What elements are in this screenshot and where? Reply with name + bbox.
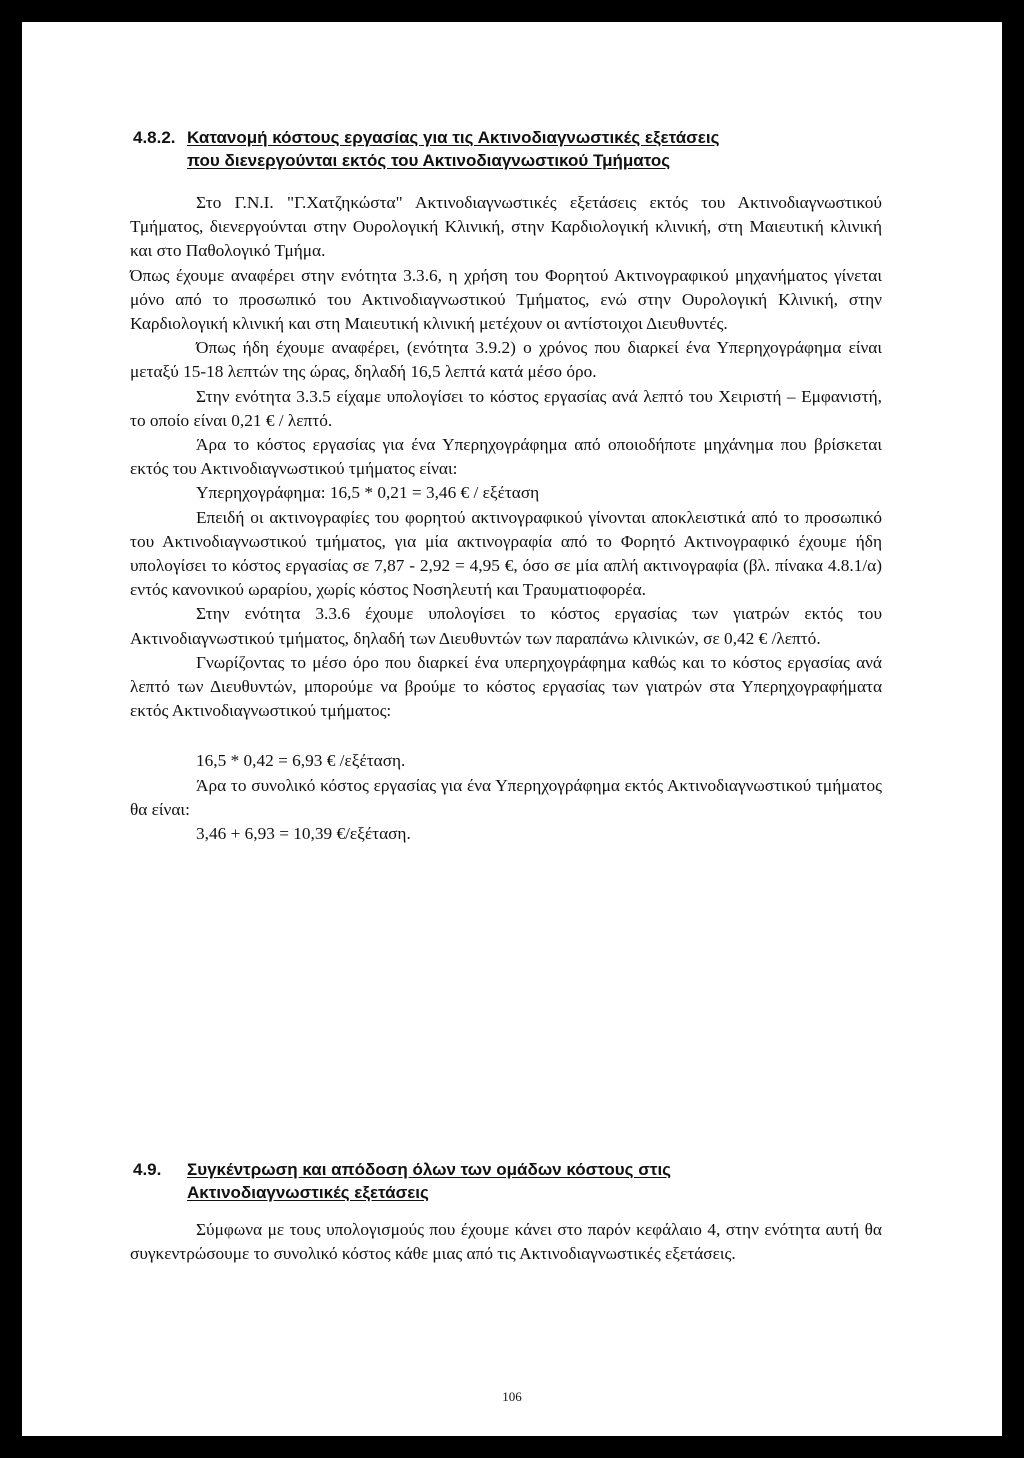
calculation-line: 3,46 + 6,93 = 10,39 €/εξέταση. — [196, 824, 411, 844]
section-body-4-8-2 — [130, 191, 882, 846]
calculation-line: 16,5 * 0,42 = 6,93 € /εξέταση. — [196, 751, 406, 771]
paragraph: Επειδή οι ακτινογραφίες του φορητού ακτινογραφικού γίνονται αποκλειστικά από το προσωπικό του Ακτινοδιαγνωστικού τμήματος, για μία ακτινογραφία από το Φορητό Ακτινογραφικό έχουμε ήδη υπολογίσει το κόστος εργασίας σε 7,87 - 2,92 = 4,95 €, όσο σε μία απλή ακτινογραφία (βλ. πίνακα 4.8.1/α) εντός κανονικού ωραρίου, χωρίς κόστος Νοσηλευτή και Τραυματιοφορέα. — [130, 507, 882, 600]
section-title-line-2: που διενεργούνται εκτός του Ακτινοδιαγνωστικού Τμήματος — [187, 151, 671, 170]
section-number: 4.8.2. — [133, 128, 176, 147]
spacer — [130, 723, 882, 749]
paragraph: Άρα το συνολικό κόστος εργασίας για ένα Υπερηχογράφημα εκτός Ακτινοδιαγνωστικού τμήματος θα είναι: — [130, 775, 882, 819]
section-number: 4.9. — [133, 1160, 162, 1179]
paragraph: Άρα το κόστος εργασίας για ένα Υπερηχογράφημα από οποιοδήποτε μηχάνημα που βρίσκεται εκτός του Ακτινοδιαγνωστικού τμήματος είναι: — [130, 435, 882, 479]
paragraph: Στο Γ.Ν.Ι. "Γ.Χατζηκώστα" Ακτινοδιαγνωστικές εξετάσεις εκτός του Ακτινοδιαγνωστικού Τμήματος, διενεργούνται στην Ουρολογική Κλινική, στην Καρδιολογική κλινική, στη Μαιευτική κλινική και στο Παθολογικό Τμήμα. — [130, 193, 882, 261]
paragraph: Σύμφωνα με τους υπολογισμούς που έχουμε κάνει στο παρόν κεφάλαιο 4, στην ενότητα αυτή θα συγκεντρώσουμε το συνολικό κόστος κάθε μιας από τις Ακτινοδιαγνωστικές εξετάσεις. — [130, 1220, 882, 1264]
calculation-line: Υπερηχογράφημα: 16,5 * 0,21 = 3,46 € / εξέταση — [196, 483, 540, 503]
section-heading-4-9 — [133, 1158, 913, 1204]
section-body-4-9 — [130, 1218, 882, 1266]
section-title-line-2: Ακτινοδιαγνωστικές εξετάσεις — [187, 1183, 429, 1202]
page-number: 106 — [502, 1389, 522, 1404]
section-title-line-1: Συγκέντρωση και απόδοση όλων των ομάδων κόστους στις — [187, 1160, 672, 1179]
document-page — [22, 22, 1002, 1436]
paragraph: Όπως ήδη έχουμε αναφέρει, (ενότητα 3.9.2) ο χρόνος που διαρκεί ένα Υπερηχογράφημα είναι μεταξύ 15-18 λεπτών της ώρας, δηλαδή 16,5 λεπτά κατά μέσο όρο. — [130, 338, 882, 382]
section-title-line-1: Κατανομή κόστους εργασίας για τις Ακτινοδιαγνωστικές εξετάσεις — [187, 128, 720, 147]
paragraph: Στην ενότητα 3.3.6 έχουμε υπολογίσει το κόστος εργασίας των γιατρών εκτός του Ακτινοδιαγνωστικού τμήματος, δηλαδή των Διευθυντών των παραπάνω κλινικών, σε 0,42 € /λεπτό. — [130, 604, 882, 648]
paragraph: Στην ενότητα 3.3.5 είχαμε υπολογίσει το κόστος εργασίας ανά λεπτό του Χειριστή – Εμφανιστή, το οποίο είναι 0,21 € / λεπτό. — [130, 386, 882, 430]
section-heading-4-8-2 — [133, 126, 913, 172]
paragraph: Γνωρίζοντας το μέσο όρο που διαρκεί ένα υπερηχογράφημα καθώς και το κόστος εργασίας ανά λεπτό των Διευθυντών, μπορούμε να βρούμε το κόστος εργασίας των γιατρών στα Υπερηχογραφήματα εκτός Ακτινοδιαγνωστικού τμήματος: — [130, 652, 882, 721]
paragraph: Όπως έχουμε αναφέρει στην ενότητα 3.3.6, η χρήση του Φορητού Ακτινογραφικού μηχανήματος γίνεται μόνο από το προσωπικό του Ακτινοδιαγνωστικού Τμήματος, ενώ στην Ουρολογική Κλινική, στην Καρδιολογική κλινική και στη Μαιευτική κλινική μετέχουν οι αντίστοιχοι Διευθυντές. — [130, 265, 882, 334]
